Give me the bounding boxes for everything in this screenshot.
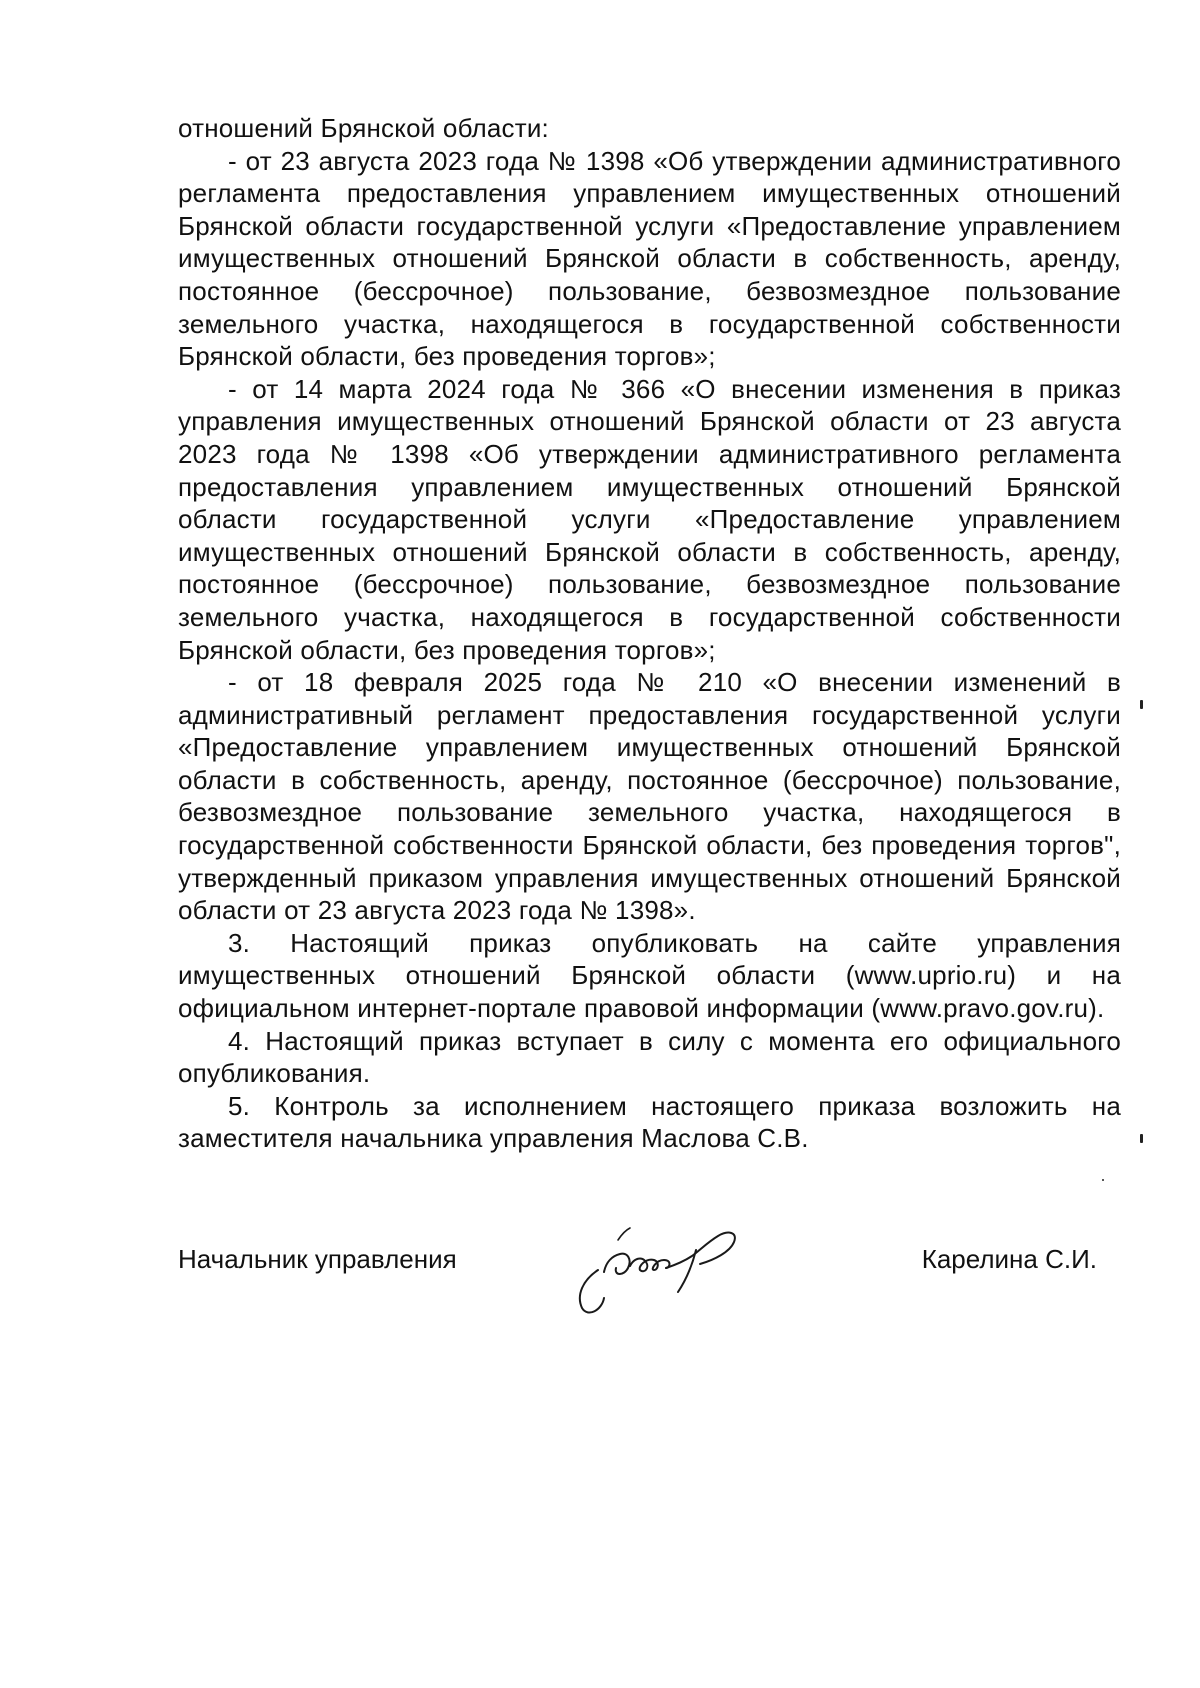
paragraph-order-1398: - от 23 августа 2023 года № 1398 «Об утверждении административного регламента предоставления управлением имущественных отношений Брянской области государственной услуги «Предоставление управлением имущественных отношений Брянской области в собственность, аренду, постоянное (бессрочное) пользование, безвозмездное пользование земельного участка, находящегося в государственной собственности Брянской области, без проведения торгов»; (178, 145, 1121, 372)
paragraph-item-4-effect: 4. Настоящий приказ вступает в силу с момента его официального опубликования. (178, 1025, 1121, 1089)
scan-speck (1102, 1179, 1104, 1181)
paragraph-continuation: отношений Брянской области: (178, 113, 549, 143)
document-body (178, 112, 1121, 1155)
paragraph-item-3-publication: 3. Настоящий приказ опубликовать на сайте управления имущественных отношений Брянской области (www.uprio.ru) и на официальном интернет-портале правовой информации (www.pravo.gov.ru). (178, 927, 1121, 1024)
scan-speck (1140, 700, 1143, 709)
scan-speck (1140, 1134, 1143, 1143)
handwritten-signature (568, 1210, 768, 1320)
paragraph-order-366: - от 14 марта 2024 года № 366 «О внесении изменения в приказ управления имущественных отношений Брянской области от 23 августа 2023 года № 1398 «Об утверждении административного регламента предоставления управлением имущественных отношений Брянской области государственной услуги «Предоставление управлением имущественных отношений Брянской области в собственность, аренду, постоянное (бессрочное) пользование, безвозмездное пользование земельного участка, находящегося в государственной собственности Брянской области, без проведения торгов»; (178, 373, 1121, 665)
signatory-name: Карелина С.И. (921, 1244, 1097, 1274)
paragraph-item-5-control: 5. Контроль за исполнением настоящего приказа возложить на заместителя начальника управления Маслова С.В. (178, 1090, 1121, 1154)
paragraph-order-210: - от 18 февраля 2025 года № 210 «О внесении изменений в административный регламент предоставления государственной услуги «Предоставление управлением имущественных отношений Брянской области в собственность, аренду, постоянное (бессрочное) пользование, безвозмездное пользование земельного участка, находящегося в государственной собственности Брянской области, без проведения торгов", утвержденный приказом управления имущественных отношений Брянской области от 23 августа 2023 года № 1398». (178, 667, 1121, 926)
signatory-position: Начальник управления (178, 1244, 457, 1274)
